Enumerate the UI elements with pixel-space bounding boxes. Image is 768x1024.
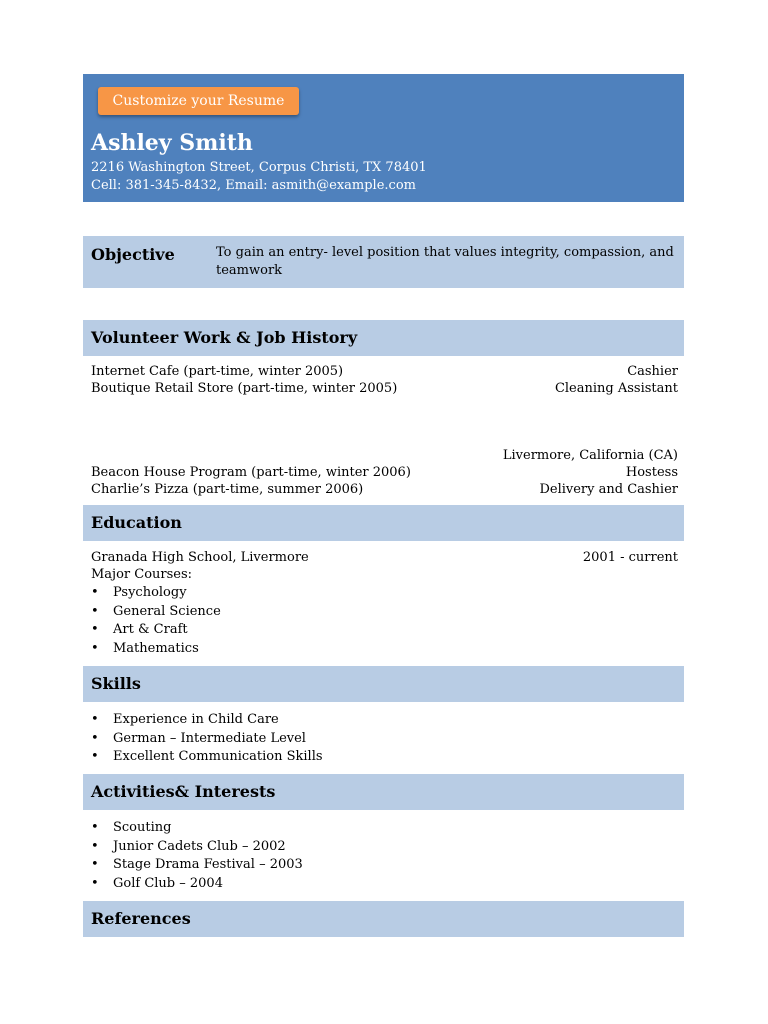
list-item: • Art & Craft (91, 622, 188, 638)
job-row (91, 481, 678, 498)
job-role: Cleaning Assistant (554, 381, 678, 396)
education-title: Education (91, 513, 182, 532)
list-item: • Experience in Child Care (91, 712, 279, 727)
job-place: Charlie’s Pizza (part-time, summer 2006) (91, 482, 364, 497)
school-years: 2001 - current (582, 550, 678, 565)
job-role: Hostess (625, 465, 678, 480)
list-item: • Junior Cadets Club – 2002 (91, 838, 286, 854)
volunteer-section-header (83, 320, 684, 356)
bullet-icon: • (91, 640, 99, 656)
bullet-icon: • (91, 749, 99, 765)
activities-list (91, 819, 303, 893)
job-place: Boutique Retail Store (part-time, winter 2005) (91, 381, 398, 396)
job-place: Beacon House Program (part-time, winter 2006) (91, 465, 411, 480)
bullet-icon: • (91, 585, 99, 600)
bullet-icon: • (91, 622, 99, 638)
bullet-icon: • (91, 838, 99, 854)
objective-text: To gain an entry- level position that values integrity, compassion, and teamwork (216, 245, 674, 278)
education-section-header (83, 505, 684, 541)
school-name: Granada High School, Livermore (91, 550, 309, 565)
list-item: • Mathematics (91, 640, 199, 656)
bullet-icon: • (91, 603, 99, 619)
resume-page (83, 74, 684, 928)
job-role: Delivery and Cashier (539, 482, 678, 497)
job-row (91, 447, 678, 464)
resume-header (83, 74, 684, 202)
education-row (91, 549, 678, 566)
list-item: • General Science (91, 603, 221, 619)
job-row (91, 363, 678, 380)
list-item: • Excellent Communication Skills (91, 749, 323, 765)
objective-section (83, 236, 684, 288)
courses-list (91, 584, 221, 658)
bullet-icon: • (91, 875, 99, 891)
bullet-icon: • (91, 730, 99, 746)
skills-list (91, 711, 323, 767)
job-place: Internet Cafe (part-time, winter 2005) (91, 364, 344, 379)
bullet-icon: • (91, 820, 99, 835)
job-role: Cashier (627, 364, 678, 379)
skills-section-header (83, 666, 684, 702)
list-item: • Psychology (91, 585, 187, 600)
list-item: • Stage Drama Festival – 2003 (91, 857, 303, 873)
job-row (91, 380, 678, 397)
customize-resume-button[interactable]: Customize your Resume (98, 87, 299, 115)
candidate-contact: Cell: 381-345-8432, Email: asmith@example.com (91, 178, 416, 193)
activities-title: Activities& Interests (91, 782, 276, 801)
candidate-name: Ashley Smith (91, 130, 253, 156)
list-item: • Golf Club – 2004 (91, 875, 223, 891)
job-row (91, 464, 678, 481)
volunteer-title: Volunteer Work & Job History (91, 328, 358, 347)
candidate-address: 2216 Washington Street, Corpus Christi, TX 78401 (91, 160, 427, 175)
courses-label: Major Courses: (91, 567, 193, 582)
activities-section-header (83, 774, 684, 810)
list-item: • Scouting (91, 820, 172, 835)
job-location: Livermore, California (CA) (502, 448, 678, 463)
list-item: • German – Intermediate Level (91, 730, 306, 746)
skills-title: Skills (91, 674, 141, 693)
objective-label: Objective (91, 245, 175, 264)
bullet-icon: • (91, 712, 99, 727)
bullet-icon: • (91, 857, 99, 873)
references-section-header (83, 901, 684, 937)
references-title: References (91, 909, 191, 928)
